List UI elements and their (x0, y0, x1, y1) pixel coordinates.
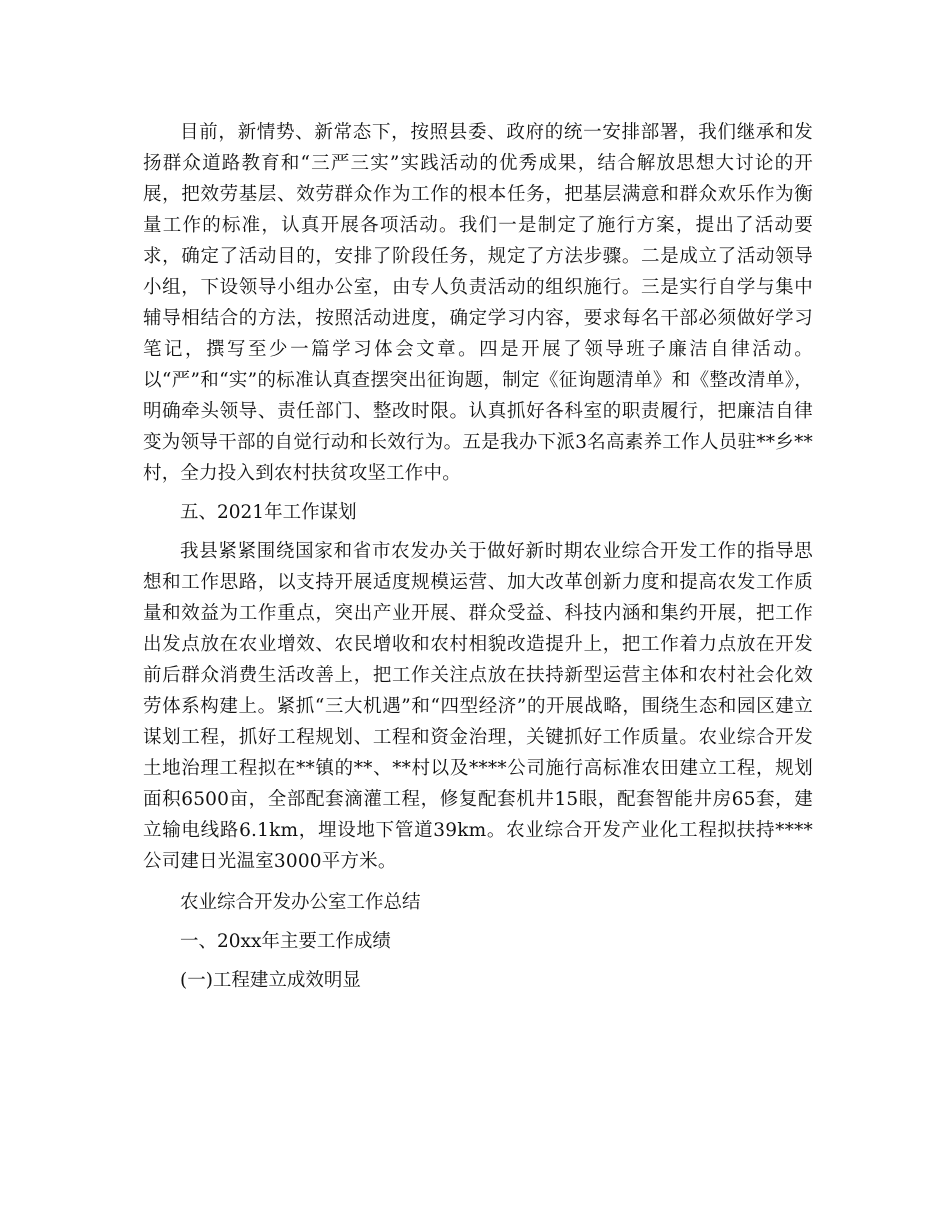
spacer (143, 957, 813, 965)
document-title-summary: 农业综合开发办公室工作总结 (180, 892, 421, 913)
paragraph-work-activities: 目前，新情势、新常态下，按照县委、政府的统一安排部署，我们继承和发扬群众道路教育和“三严三实”实践活动的优秀成果，结合解放思想大讨论的开展，把效劳基层、效劳群众作为工作的根本任务，把基层满意和群众欢乐作为衡量工作的标准，认真开展各项活动。我们一是制定了施行方案，提出了活动要求，确定了活动目的，安排了阶段任务，规定了方法步骤。二是成立了活动领导小组，下设领导小组办公室，由专人负责活动的组织施行。三是实行自学与集中辅导相结合的方法，按照活动进度，确定学习内容，要求每名干部必须做好学习笔记，撰写至少一篇学习体会文章。四是开展了领导班子廉洁自律活动。以“严”和“实”的标准认真查摆突出征询题，制定《征询题清单》和《整改清单》，明确牵头领导、责任部门、整改时限。认真抓好各科室的职责履行，把廉洁自律变为领导干部的自觉行动和长效行为。五是我办下派3名高素养工作人员驻**乡**村，全力投入到农村扶贫攻坚工作中。 (143, 122, 813, 484)
section-heading-achievements: 一、20xx年主要工作成绩 (180, 931, 391, 952)
spacer (143, 528, 813, 536)
spacer (143, 877, 813, 887)
paragraph-2021-plan: 我县紧紧围绕国家和省市农发办关于做好新时期农业综合开发工作的指导思想和工作思路，以支持开展适度规模运营、加大改革创新力度和提高农发工作质量和效益为工作重点，突出产业开展、群众受益、科技内涵和集约开展，把工作出发点放在农业增效、农民增收和农村相貌改造提升上，把工作着力点放在开发前后群众消费生活改善上，把工作关注点放在扶持新型运营主体和农村社会化效劳体系构建上。紧抓“三大机遇”和“四型经济”的开展战略，围绕生态和园区建立谋划工程，抓好工程规划、工程和资金治理，关键抓好工作质量。农业综合开发土地治理工程拟在**镇的**、**村以及****公司施行高标准农田建立工程，规划面积6500亩，全部配套滴灌工程，修复配套机井15眼，配套智能井房65套，建立输电线路6.1km，埋设地下管道39km。农业综合开发产业化工程拟扶持****公司建日光温室3000平方米。 (143, 541, 813, 872)
spacer (143, 489, 813, 497)
subsection-heading-projects: (一)工程建立成效明显 (180, 970, 361, 991)
spacer (143, 918, 813, 926)
document-body (143, 117, 813, 996)
section-heading-2021-plan: 五、2021年工作谋划 (180, 502, 357, 523)
